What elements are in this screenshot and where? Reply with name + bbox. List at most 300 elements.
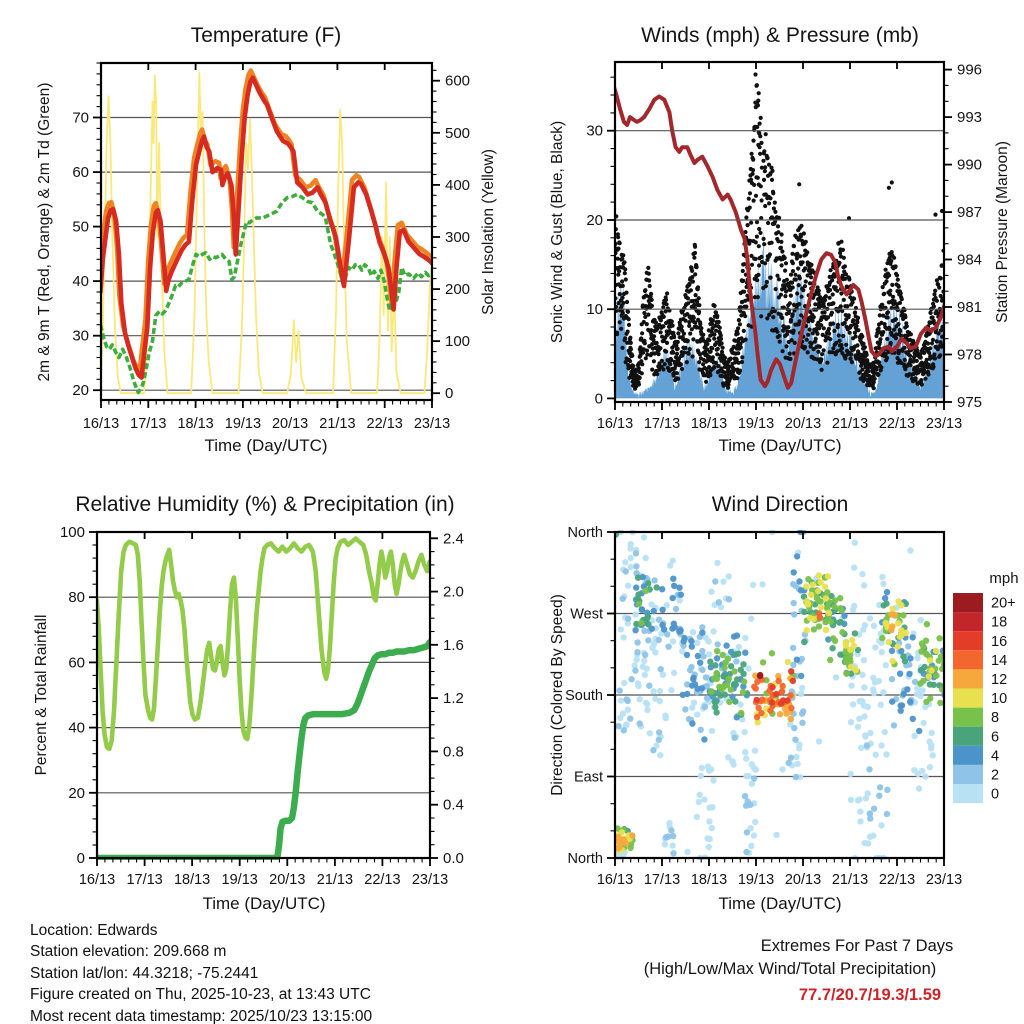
wind-direction-dot	[916, 785, 922, 791]
wind-direction-dot	[650, 688, 656, 694]
y-right-tick-label: 400	[445, 176, 471, 194]
y-left-tick-label: 60	[68, 654, 85, 672]
x-tick-label: 16/13	[78, 872, 116, 888]
wind-direction-dot	[753, 685, 759, 691]
wind-direction-dot	[676, 585, 682, 591]
wind-direction-dot	[751, 775, 757, 781]
wind-direction-dot	[792, 737, 798, 743]
y-right-tick-label: 993	[957, 109, 983, 127]
wind-direction-dot	[708, 589, 714, 595]
wind-direction-dot	[850, 701, 856, 707]
wind-direction-dot	[937, 700, 943, 706]
wind-direction-dot	[822, 619, 828, 625]
winds-chart-title: Winds (mph) & Pressure (mb)	[641, 24, 919, 47]
wind-direction-dot	[698, 773, 704, 779]
x-tick-label: 17/13	[643, 872, 681, 888]
wind-direction-dot	[927, 695, 933, 701]
wind-direction-dot	[833, 674, 839, 680]
y-right-tick-label: 500	[445, 124, 471, 142]
wind-direction-dot	[618, 626, 624, 632]
wind-direction-dot	[911, 767, 917, 773]
wind-direction-dot	[718, 686, 724, 692]
wind-direction-dot	[899, 702, 905, 708]
x-tick-label: 16/13	[82, 416, 120, 432]
wind-direction-dot	[801, 639, 807, 645]
wind-direction-dot	[890, 658, 896, 664]
humidity-series	[97, 539, 430, 859]
wind-direction-dot	[895, 620, 901, 626]
wind-direction-dot	[922, 774, 928, 780]
wind-direction-dot	[803, 583, 809, 589]
wind-direction-dot	[861, 684, 867, 690]
wind-direction-dot	[670, 638, 676, 644]
y-left-tick-label: 0	[594, 390, 603, 408]
x-tick-label: 17/13	[130, 416, 167, 432]
x-tick-label: 21/13	[319, 416, 356, 432]
dir-tick-label: North	[567, 851, 603, 867]
wind-direction-dot	[634, 639, 640, 645]
wind-direction-dot	[861, 702, 867, 708]
wind-direction-dot	[831, 604, 837, 610]
wind-direction-dot	[799, 720, 805, 726]
wind-direction-dot	[848, 719, 854, 725]
wind-direction-dot	[623, 696, 629, 702]
wind-direction-dot	[714, 560, 720, 566]
wind-direction-dot	[701, 736, 707, 742]
wind-direction-dot	[801, 609, 807, 615]
wind-direction-dot	[618, 697, 624, 703]
wind-direction-dot	[742, 650, 748, 656]
wind-direction-dot	[907, 547, 913, 553]
wind-direction-dot	[743, 755, 749, 761]
colorbar-label: 12	[991, 671, 1008, 688]
station-latlon: Station lat/lon: 44.3218; -75.2441	[30, 964, 259, 982]
wind-direction-dot	[724, 682, 730, 688]
wind-direction-dot	[697, 660, 703, 666]
wind-direction-dot	[927, 657, 933, 663]
gust-outlier-dot	[890, 180, 894, 184]
figure-created-timestamp: Figure created on Thu, 2025-10-23, at 13:43 UTC	[30, 986, 371, 1004]
x-tick-label: 23/13	[925, 416, 963, 432]
wind-direction-dot	[907, 699, 913, 705]
y-left-tick-label: 50	[72, 218, 89, 236]
colorbar-swatch	[953, 746, 983, 765]
y-right-tick-label: 981	[957, 299, 983, 316]
wind-direction-dot	[776, 678, 782, 684]
gust-outlier-dot	[757, 91, 761, 95]
wind-direction-dot	[788, 705, 794, 711]
x-tick-label: 22/13	[366, 416, 403, 432]
y-right-tick-label: 1.6	[443, 636, 464, 654]
colorbar-label: 18	[991, 614, 1008, 631]
wind-direction-dot	[699, 765, 705, 771]
colorbar-label: 14	[991, 652, 1008, 669]
humidity-precip-chart	[60, 524, 464, 888]
wind-direction-dot	[910, 634, 916, 640]
wind-direction-dot	[645, 621, 651, 627]
wind-direction-dot	[628, 676, 634, 682]
wind-direction-dot	[651, 577, 657, 583]
wind-direction-dot	[856, 716, 862, 722]
wind-direction-dot	[665, 833, 671, 839]
wind-direction-dot	[848, 683, 854, 689]
wind-direction-dot	[907, 655, 913, 661]
wind-direction-dot	[660, 672, 666, 678]
wind-direction-dot	[900, 612, 906, 618]
x-tick-label: 20/13	[784, 872, 822, 888]
wind-direction-dot	[636, 601, 642, 607]
wind-direction-dot	[929, 730, 935, 736]
wind-direction-dot	[901, 691, 907, 697]
speed-colorbar	[953, 593, 1016, 803]
y-right-tick-label: 975	[957, 394, 983, 411]
wind-direction-dot	[824, 604, 830, 610]
wind-direction-dot	[933, 648, 939, 654]
colorbar-label: 20+	[991, 595, 1016, 612]
wind-direction-dot	[793, 754, 799, 760]
wind-direction-dot	[625, 582, 631, 588]
y-right-tick-label: 987	[957, 204, 983, 222]
wind-direction-dot	[897, 671, 903, 677]
wind-direction-dot	[910, 716, 916, 722]
wind-direction-dot	[926, 674, 932, 680]
wind-direction-dot	[699, 648, 705, 654]
colorbar-swatch	[953, 784, 983, 803]
gust-outlier-dot	[755, 83, 759, 87]
wind-direction-dot	[920, 644, 926, 650]
wind-direction-dot	[703, 674, 709, 680]
wind-direction-dot	[852, 630, 858, 636]
wind-direction-dot	[759, 581, 765, 587]
wind-direction-dot	[867, 811, 873, 817]
wind-direction-dot	[936, 635, 942, 641]
y-left-tick-label: 30	[72, 327, 89, 345]
wind-direction-dot	[883, 600, 889, 606]
wind-direction-dot	[861, 657, 867, 663]
wind-direction-dot	[710, 628, 716, 634]
temperature-x-axis-label: Time (Day/UTC)	[204, 436, 328, 455]
colorbar-label: 8	[991, 710, 1000, 727]
wind-direction-dot	[793, 774, 799, 780]
wind-direction-left-axis-label: Direction (Colored By Speed)	[549, 594, 566, 796]
wind-direction-dot	[882, 595, 888, 601]
wind-direction-chart	[565, 525, 962, 888]
wind-direction-dot	[850, 607, 856, 613]
wind-direction-dot	[880, 689, 886, 695]
wind-direction-dot	[791, 569, 797, 575]
wind-direction-dot	[777, 711, 783, 717]
wind-direction-dot	[743, 773, 749, 779]
y-left-tick-label: 30	[586, 122, 603, 140]
wind-direction-dot	[666, 820, 672, 826]
wind-direction-dot	[924, 621, 930, 627]
wind-direction-dot	[843, 659, 849, 665]
wind-direction-dot	[633, 563, 639, 569]
wind-direction-dot	[701, 796, 707, 802]
wind-direction-dot	[726, 596, 732, 602]
wind-direction-dot	[798, 587, 804, 593]
wind-direction-dot	[857, 808, 863, 814]
wind-direction-dot	[886, 639, 892, 645]
wind-direction-dot	[742, 793, 748, 799]
wind-direction-dot	[884, 589, 890, 595]
wind-direction-dot	[880, 581, 886, 587]
wind-direction-dot	[690, 629, 696, 635]
total-rainfall-line	[97, 642, 430, 858]
x-tick-label: 20/13	[271, 416, 309, 432]
wind-direction-dot	[652, 649, 658, 655]
wind-direction-dot	[671, 670, 677, 676]
humidity-left-axis-label: Percent & Total Rainfall	[33, 614, 50, 776]
wind-direction-dot	[884, 787, 890, 793]
y-right-tick-label: 100	[445, 333, 471, 351]
wind-direction-dot	[623, 568, 629, 574]
wind-direction-dot	[889, 698, 895, 704]
wind-direction-dot	[643, 588, 649, 594]
wind-direction-dot	[620, 596, 626, 602]
gust-outlier-dot	[933, 213, 937, 217]
wind-direction-dot	[900, 653, 906, 659]
wind-direction-dot	[627, 715, 633, 721]
wind-direction-dot	[897, 634, 903, 640]
wind-direction-dot	[744, 829, 750, 835]
wind-direction-dot	[872, 644, 878, 650]
wind-direction-dot	[654, 584, 660, 590]
wind-direction-dot	[694, 640, 700, 646]
x-tick-label: 23/13	[413, 416, 451, 432]
colorbar-swatch	[953, 612, 983, 631]
wind-direction-dot	[633, 584, 639, 590]
wind-direction-dot	[791, 600, 797, 606]
dir-tick-label: East	[573, 769, 603, 786]
wind-direction-dot	[791, 725, 797, 731]
x-tick-label: 19/13	[737, 872, 775, 888]
wind-direction-dot	[690, 675, 696, 681]
y-left-tick-label: 0	[76, 850, 85, 867]
wind-direction-dot	[730, 761, 736, 767]
wind-direction-dot	[705, 763, 711, 769]
wind-direction-dot	[804, 627, 810, 633]
wind-direction-dot	[625, 616, 631, 622]
wind-direction-dot	[725, 656, 731, 662]
wind-direction-dot	[621, 680, 627, 686]
wind-direction-dot	[796, 578, 802, 584]
wind-direction-dot	[878, 822, 884, 828]
wind-direction-dot	[825, 573, 831, 579]
x-tick-label: 21/13	[831, 416, 869, 432]
x-tick-label: 22/13	[878, 872, 916, 888]
wind-direction-dot	[678, 592, 684, 598]
y-left-tick-label: 10	[586, 301, 603, 319]
wind-direction-dot	[916, 728, 922, 734]
wind-direction-dot	[769, 650, 775, 656]
colorbar-swatch	[953, 669, 983, 688]
wind-direction-dot	[716, 599, 722, 605]
wind-direction-dot	[750, 582, 756, 588]
wind-direction-dot	[808, 592, 814, 598]
wind-direction-dot	[662, 841, 668, 847]
wind-direction-dot	[646, 683, 652, 689]
wind-direction-dot	[769, 684, 775, 690]
wind-direction-dot	[933, 673, 939, 679]
wind-direction-dot	[706, 844, 712, 850]
wind-direction-dot	[905, 643, 911, 649]
wind-direction-dot	[855, 724, 861, 730]
wind-direction-dot	[798, 691, 804, 697]
wind-direction-dot	[628, 555, 634, 561]
wind-direction-dot	[622, 559, 628, 565]
wind-direction-dot	[839, 629, 845, 635]
wind-direction-dot	[914, 655, 920, 661]
wind-direction-dot	[708, 689, 714, 695]
wind-direction-dot	[838, 607, 844, 613]
wind-direction-dot	[726, 573, 732, 579]
wind-direction-dot	[876, 793, 882, 799]
wind-direction-dot	[873, 752, 879, 758]
wind-direction-dot	[635, 683, 641, 689]
wind-direction-dot	[736, 644, 742, 650]
wind-direction-dot	[928, 667, 934, 673]
wind-direction-dot	[804, 598, 810, 604]
y-right-tick-label: 0.8	[443, 743, 464, 761]
wind-direction-dot	[877, 784, 883, 790]
wind-direction-chart-title: Wind Direction	[711, 493, 849, 516]
wind-direction-dot	[799, 685, 805, 691]
wind-direction-dot	[889, 648, 895, 654]
wind-direction-dot	[883, 751, 889, 757]
wind-direction-dot	[860, 626, 866, 632]
wind-direction-dot	[635, 575, 641, 581]
wind-direction-dot	[794, 657, 800, 663]
winds-series	[613, 72, 946, 398]
wind-direction-dot	[651, 608, 657, 614]
wind-direction-dot	[895, 598, 901, 604]
wind-direction-dot	[748, 843, 754, 849]
wind-direction-dot	[816, 572, 822, 578]
wind-direction-dot	[871, 623, 877, 629]
wind-direction-dot	[633, 550, 639, 556]
wind-direction-dot	[731, 668, 737, 674]
colorbar-label: 0	[991, 786, 1000, 803]
wind-direction-dot	[689, 720, 695, 726]
wind-direction-dot	[645, 637, 651, 643]
x-tick-label: 22/13	[878, 416, 916, 432]
wind-direction-dot	[824, 589, 830, 595]
wind-direction-dot	[694, 711, 700, 717]
y-right-tick-label: 996	[957, 61, 983, 79]
wind-direction-dot	[742, 749, 748, 755]
gust-outlier-dot	[693, 243, 697, 247]
wind-direction-dot	[645, 613, 651, 619]
wind-direction-dot	[920, 720, 926, 726]
wind-direction-dot	[815, 588, 821, 594]
wind-direction-dot	[637, 720, 643, 726]
wind-direction-dot	[694, 686, 700, 692]
wind-direction-dot	[699, 630, 705, 636]
wind-direction-dot	[657, 752, 663, 758]
wind-direction-dot	[659, 607, 665, 613]
colorbar-label: 6	[991, 729, 1000, 746]
wind-direction-dot	[927, 681, 933, 687]
y-left-tick-label: 70	[72, 109, 89, 127]
gust-outlier-dot	[753, 72, 757, 76]
wind-direction-dot	[720, 578, 726, 584]
wind-direction-dot	[888, 627, 894, 633]
wind-direction-dot	[866, 766, 872, 772]
station-info	[30, 920, 372, 1024]
x-tick-label: 17/13	[643, 416, 681, 432]
wind-direction-dot	[892, 612, 898, 618]
wind-direction-dot	[640, 664, 646, 670]
station-elevation: Station elevation: 209.668 m	[30, 943, 227, 961]
colorbar-title: mph	[989, 570, 1019, 587]
wind-direction-dot	[749, 761, 755, 767]
wind-direction-dot	[826, 610, 832, 616]
wind-direction-dot	[889, 676, 895, 682]
wind-direction-dot	[862, 733, 868, 739]
wind-direction-dot	[843, 671, 849, 677]
wind-direction-dot	[773, 691, 779, 697]
wind-direction-dot	[816, 623, 822, 629]
wind-direction-dot	[767, 707, 773, 713]
colorbar-swatch	[953, 765, 983, 784]
wind-direction-dot	[837, 595, 843, 601]
colorbar-swatch	[953, 593, 983, 612]
wind-direction-dot	[650, 747, 656, 753]
relative-humidity-line	[97, 539, 430, 749]
wind-direction-dot	[780, 697, 786, 703]
x-tick-label: 19/13	[737, 416, 775, 432]
wind-direction-dot	[903, 630, 909, 636]
wind-direction-dot	[709, 804, 715, 810]
wind-direction-dot	[742, 635, 748, 641]
wind-direction-dot	[823, 595, 829, 601]
wind-direction-dot	[921, 664, 927, 670]
wind-direction-dot	[757, 672, 763, 678]
x-tick-label: 18/13	[690, 872, 728, 888]
y-left-tick-label: 40	[68, 719, 85, 737]
wind-direction-dot	[752, 819, 758, 825]
wind-direction-dot	[859, 571, 865, 577]
wind-direction-dot	[670, 595, 676, 601]
temperature-right-axis-label: Solar Insolation (Yellow)	[480, 149, 497, 315]
x-tick-label: 16/13	[596, 872, 634, 888]
y-right-tick-label: 0.4	[443, 796, 464, 814]
wind-direction-dot	[726, 676, 732, 682]
wind-direction-dot	[779, 683, 785, 689]
wind-direction-dot	[696, 799, 702, 805]
wind-direction-dot	[790, 645, 796, 651]
wind-direction-dot	[849, 637, 855, 643]
wind-direction-dot	[790, 662, 796, 668]
wind-direction-dot	[882, 729, 888, 735]
wind-direction-dot	[863, 795, 869, 801]
wind-direction-dot	[712, 662, 718, 668]
wind-direction-dot	[847, 771, 853, 777]
wind-direction-dot	[621, 727, 627, 733]
wind-direction-dot	[643, 555, 649, 561]
wind-direction-dot	[848, 797, 854, 803]
wind-direction-dot	[670, 850, 676, 856]
wind-direction-dot	[847, 647, 853, 653]
wind-direction-dot	[681, 635, 687, 641]
colorbar-swatch	[953, 650, 983, 669]
wind-direction-dot	[699, 667, 705, 673]
wind-direction-dot	[788, 668, 794, 674]
colorbar-label: 10	[991, 691, 1008, 708]
wind-direction-dot	[673, 606, 679, 612]
wind-direction-dot	[731, 681, 737, 687]
